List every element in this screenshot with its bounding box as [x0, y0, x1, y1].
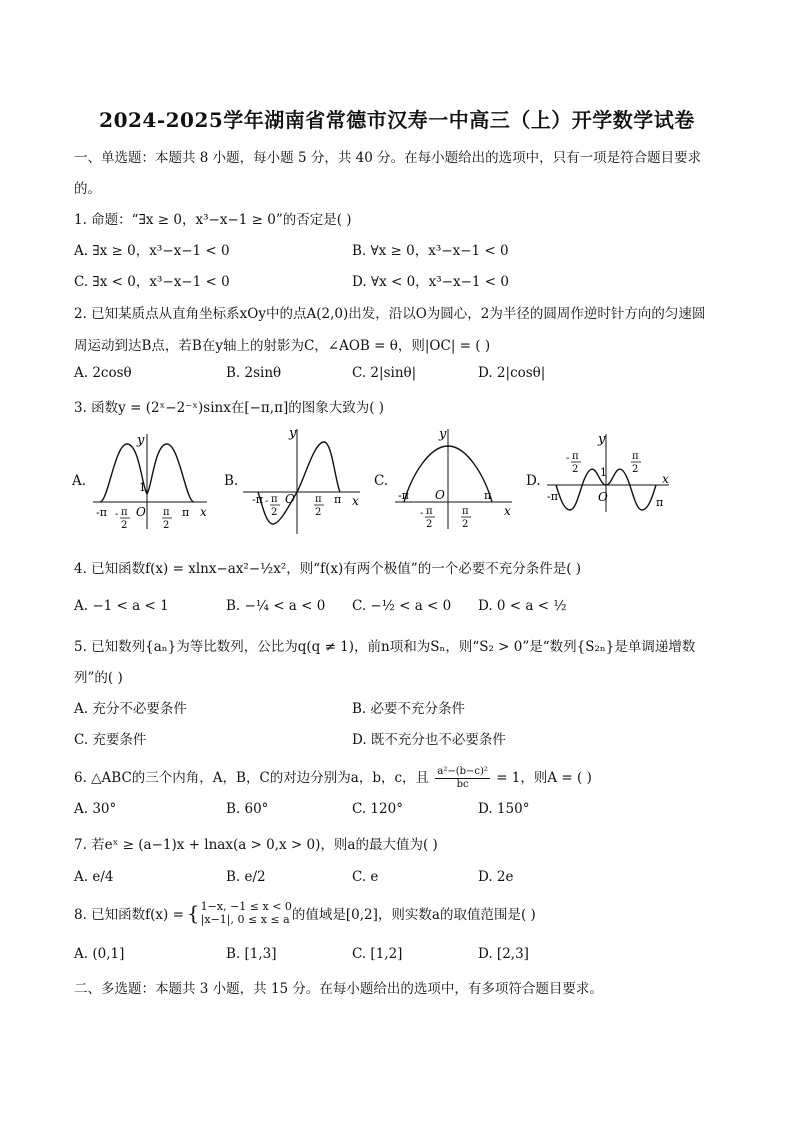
half-den: 2	[121, 520, 128, 531]
origin-label: O	[435, 488, 445, 502]
pi-num: π	[462, 506, 469, 517]
q7-stem: 7. 若eˣ ≥ (a−1)x + lnax(a > 0,x > 0)，则a的最大值为( )	[74, 837, 438, 853]
q8-option-a: A. (0,1]	[74, 946, 125, 962]
q1-option-d: D. ∀x < 0，x³−x−1 < 0	[352, 274, 510, 290]
half-den: 2	[315, 507, 322, 518]
q6-frac-den: bc	[456, 779, 469, 790]
pi-label: π	[484, 489, 492, 502]
q6-stem-tail: = 1，则A = ( )	[496, 770, 592, 786]
q5-stem-line1: 5. 已知数列{aₙ}为等比数列，公比为q(q ≠ 1)，前n项和为Sₙ，则“S₂ > 0”是“数列{S₂ₙ}是单调递增数	[74, 639, 696, 655]
neg-sign: -	[115, 509, 119, 520]
q6-option-d: D. 150°	[478, 801, 530, 817]
neg-sign: -	[566, 453, 570, 464]
pi-num: π	[426, 506, 433, 517]
q3-graph-c	[392, 424, 517, 534]
q5-stem-line2: 列”的( )	[74, 670, 123, 686]
section1-heading: 一、单选题：本题共 8 小题，每小题 5 分，共 40 分。在每小题给出的选项中，只有一项是符合题目要求	[74, 150, 702, 166]
q3-stem: 3. 函数y = (2ˣ−2⁻ˣ)sinx在[−π,π]的图象大致为( )	[74, 400, 385, 416]
q1-option-a: A. ∃x ≥ 0，x³−x−1 < 0	[74, 243, 230, 259]
q4-option-d: D. 0 < a < ½	[478, 598, 567, 614]
q1-option-c: C. ∃x < 0，x³−x−1 < 0	[74, 274, 230, 290]
x-label: x	[504, 504, 511, 518]
pi-num: π	[163, 507, 170, 518]
x-label: x	[352, 494, 359, 508]
q8-option-d: D. [2,3]	[478, 946, 529, 962]
q2-option-b: B. 2sinθ	[226, 365, 282, 381]
q5-option-d: D. 既不充分也不必要条件	[352, 732, 506, 748]
half-den: 2	[271, 507, 278, 518]
q7-option-c: C. e	[352, 869, 379, 885]
q6-option-a: A. 30°	[74, 801, 117, 817]
q2-stem-line2: 周运动到达B点，若B在y轴上的射影为C，∠AOB = θ，则|OC| = ( )	[74, 338, 491, 354]
neg-pi-label: -π	[252, 493, 263, 506]
y-label: y	[137, 433, 145, 448]
pi-label: π	[656, 496, 664, 509]
q2-option-a: A. 2cosθ	[74, 365, 132, 381]
neg-pi-label: -π	[547, 490, 558, 503]
q8-brace: {	[186, 901, 200, 925]
neg-sign: -	[265, 496, 269, 507]
pi-num: π	[572, 451, 579, 462]
q5-option-a: A. 充分不必要条件	[74, 701, 187, 717]
q3-graph-d	[544, 430, 674, 515]
y-label: y	[439, 427, 447, 442]
q5-option-c: C. 充要条件	[74, 732, 147, 748]
half-den: 2	[572, 464, 579, 475]
x-label: x	[200, 505, 207, 519]
q8-stem-post: 的值域是[0,2]，则实数a的取值范围是( )	[291, 907, 536, 923]
pi-label: π	[182, 506, 190, 519]
q1-option-b: B. ∀x ≥ 0，x³−x−1 < 0	[352, 243, 509, 259]
pi-label: π	[334, 493, 342, 506]
q5-option-b: B. 必要不充分条件	[352, 701, 466, 717]
q8-stem-pre: 8. 已知函数f(x) =	[74, 907, 184, 923]
q8-option-c: C. [1,2]	[352, 946, 403, 962]
q4-option-c: C. −½ < a < 0	[352, 598, 452, 614]
q8-option-b: B. [1,3]	[226, 946, 277, 962]
q4-option-a: A. −1 < a < 1	[74, 598, 169, 614]
section1-heading-cont: 的。	[74, 181, 101, 197]
q8-piecewise	[201, 900, 292, 926]
one-label: 1	[139, 481, 146, 494]
q6-fraction	[435, 766, 490, 791]
y-label: y	[289, 426, 297, 441]
q4-option-b: B. −¼ < a < 0	[226, 598, 326, 614]
q6-option-c: C. 120°	[352, 801, 403, 817]
q3-graph-a	[90, 424, 210, 534]
half-den: 2	[462, 519, 469, 530]
pi-num: π	[121, 507, 128, 518]
pi-num: π	[632, 451, 639, 462]
half-den: 2	[426, 519, 433, 530]
neg-sign: -	[420, 508, 424, 519]
q3-label-b: B.	[224, 473, 239, 489]
q3-label-d: D.	[526, 473, 541, 489]
q7-option-a: A. e/4	[74, 869, 114, 885]
neg-pi-label: -π	[398, 489, 409, 502]
q3-label-a: A.	[72, 473, 87, 489]
q6-stem-text: 6. △ABC的三个内角，A，B，C的对边分别为a，b，c，且	[74, 770, 430, 786]
q2-option-c: C. 2|sinθ|	[352, 365, 417, 381]
q8-stem	[74, 900, 536, 926]
section2-heading: 二、多选题：本题共 3 小题，共 15 分。在每小题给出的选项中，有多项符合题目要求。	[74, 981, 603, 997]
half-den: 2	[163, 520, 170, 531]
q6-stem	[74, 766, 592, 791]
q8-case1: 1−x, −1 ≤ x < 0	[200, 900, 292, 913]
page-title: 2024-2025学年湖南省常德市汉寿一中高三（上）开学数学试卷	[99, 108, 695, 132]
origin-label: O	[136, 505, 146, 519]
y-label: y	[598, 432, 606, 447]
q3-label-c: C.	[374, 473, 389, 489]
q2-option-d: D. 2|cosθ|	[478, 365, 546, 381]
half-den: 2	[632, 464, 639, 475]
q6-frac-num: a²−(b−c)²	[437, 766, 488, 777]
pi-num: π	[271, 494, 278, 505]
one-label: 1	[600, 466, 607, 479]
pi-num: π	[315, 494, 322, 505]
q4-stem: 4. 已知函数f(x) = xlnx−ax²−½x²，则“f(x)有两个极值”的一个必要不充分条件是( )	[74, 561, 582, 577]
q6-option-b: B. 60°	[226, 801, 269, 817]
neg-pi-label: -π	[96, 506, 107, 519]
q7-option-b: B. e/2	[226, 869, 266, 885]
q1-stem: 1. 命题：“∃x ≥ 0，x³−x−1 ≥ 0”的否定是( )	[74, 212, 352, 228]
x-label: x	[662, 472, 669, 486]
q3-graph-b	[240, 424, 365, 539]
origin-label: O	[285, 492, 295, 506]
q7-option-d: D. 2e	[478, 869, 514, 885]
origin-label: O	[598, 490, 608, 504]
q2-stem-line1: 2. 已知某质点从直角坐标系xOy中的点A(2,0)出发，沿以O为圆心，2为半径的圆周作逆时针方向的匀速圆	[74, 306, 706, 322]
q8-case2: |x−1|, 0 ≤ x ≤ a	[200, 913, 290, 926]
